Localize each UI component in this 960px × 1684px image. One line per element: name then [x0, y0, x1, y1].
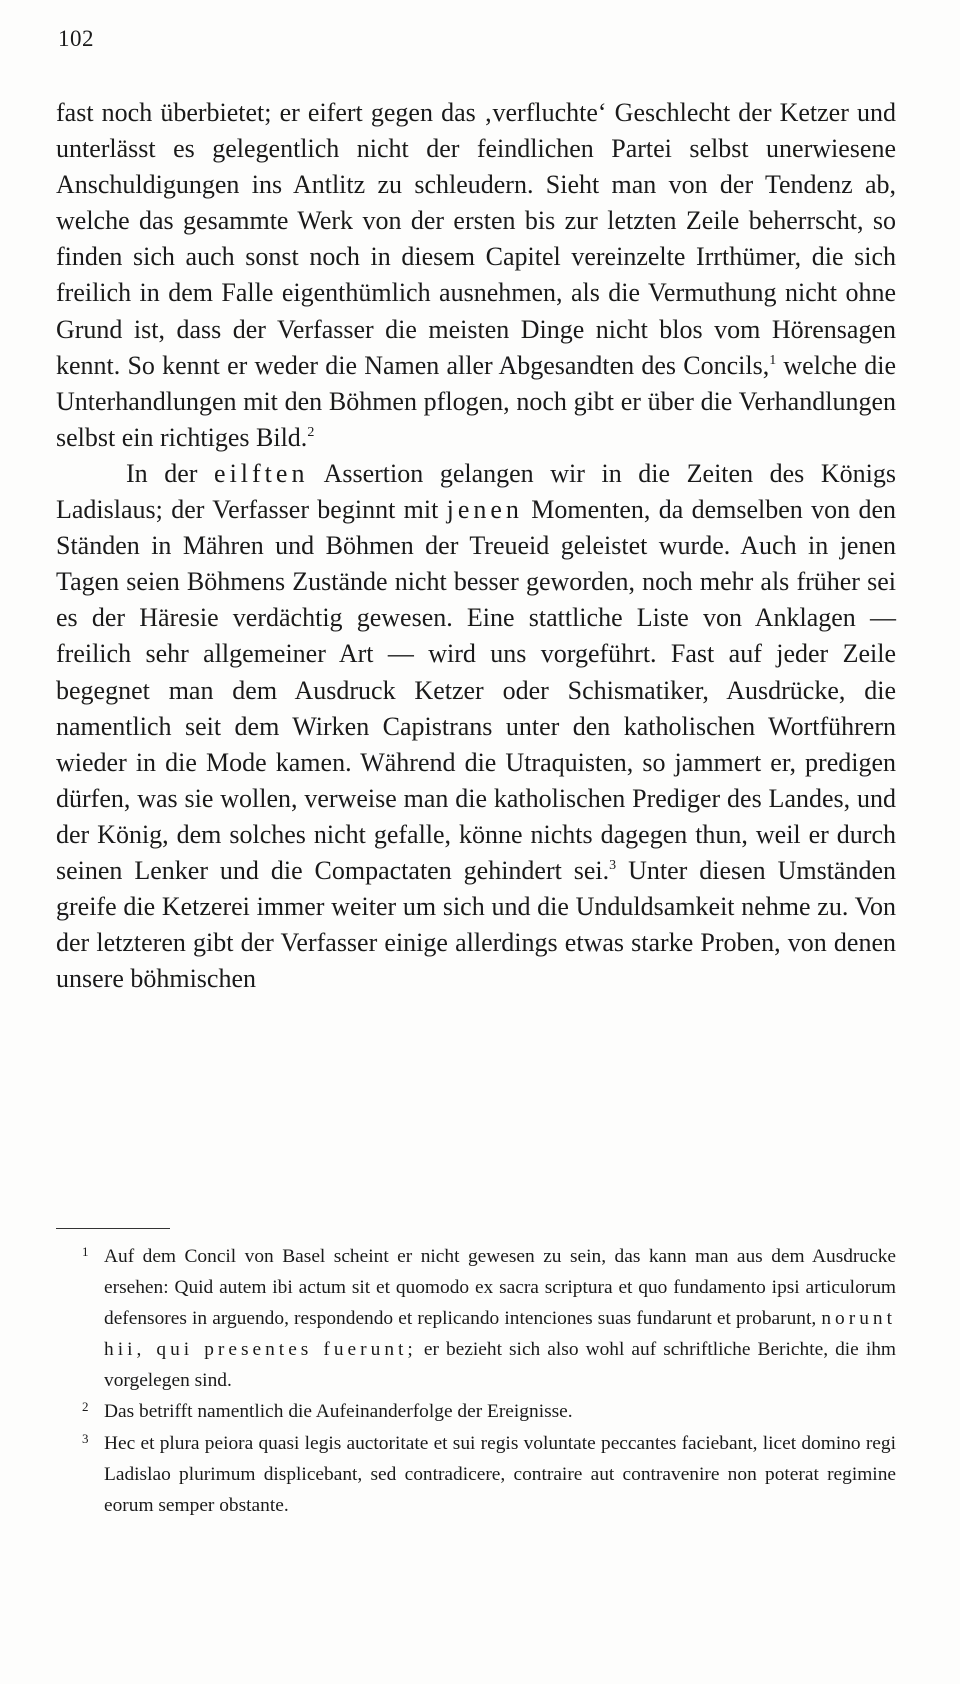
- footnote-text: Hec et plura peiora quasi legis auctoritate et sui regis voluntate peccantes faciebant, licet domino regi Ladislao plurimum displicebant, sed contradicere, contraire aut contravenire non poterat regimine eorum semper obstante.: [104, 1432, 896, 1516]
- footnote-text: Das betrifft namentlich die Aufeinanderfolge der Ereignisse.: [104, 1401, 573, 1423]
- footnote: [56, 1396, 896, 1427]
- paragraph: [56, 456, 896, 997]
- footnote-number: 3: [82, 1430, 89, 1446]
- emphasized-text: jenen: [446, 495, 523, 525]
- paragraph-text: Momenten, da demselben von den Ständen in Mähren und Böhmen der Treueid geleistet wurde. Auch in jenen Tagen seien Böhmens Zustände nicht besser geworden, noch mehr als früher sei es der Häresie verdächtig gewesen. Eine stattliche Liste von Anklagen — freilich sehr allgemeiner Art — wird uns vorgeführt. Fast auf jeder Zeile begegnet man dem Ausdruck Ketzer oder Schismatiker, Ausdrücke, die namentlich seit dem Wirken Capistrans unter den katholischen Wortführern wieder in die Mode kamen. Während die Utraquisten, so jammert er, predigen dürfen, was sie wollen, verweise man die katholischen Prediger des Landes, und der König, dem solches nicht gefalle, könne nichts dagegen thun, weil er durch seinen Lenker und die Compactaten gehindert sei.: [56, 495, 896, 885]
- paragraph-text: welche die Unterhandlungen mit den Böhmen pflogen, noch gibt er über die Verhandlungen selbst ein richtiges Bild.: [56, 350, 896, 452]
- emphasized-text: eilften: [214, 458, 309, 488]
- emphasized-text: norunt hii, qui presentes fuerunt;: [104, 1308, 896, 1361]
- paragraph-text: Assertion gelangen wir in die Zeiten des Königs Ladislaus; der Verfasser beginnt mit: [56, 458, 897, 525]
- footnote-text: er bezieht sich also wohl auf schriftliche Berichte, die ihm vorgelegen sind.: [104, 1339, 897, 1392]
- footnote-reference: 3: [609, 857, 617, 873]
- paragraph-text: In der: [126, 458, 215, 488]
- footnote-number: 1: [82, 1244, 89, 1259]
- body-text: [56, 95, 896, 997]
- footnote-reference: 2: [307, 424, 315, 440]
- paragraph-text: fast noch überbietet; er eifert gegen das ‚verfluchte‘ Geschlecht der Ketzer und unterlässt es gelegentlich nicht der feindlichen Partei selbst unerwiesene Anschuldigungen ins Antlitz zu schleudern. Sieht man von der Tendenz ab, welche das gesammte Werk von der ersten bis zur letzten Zeile beherrscht, so finden sich auch sonst noch in diesem Capitel vereinzelte Irrthümer, die sich freilich in dem Falle eigenthümlich ausnehmen, als die Vermuthung nicht ohne Grund ist, dass der Verfasser die meisten Dinge nicht blos vom Hörensagen kennt. So kennt er weder die Namen aller Abgesandten des Concils,: [56, 98, 896, 380]
- footnote-text: Auf dem Concil von Basel scheint er nicht gewesen zu sein, das kann man aus dem Ausdrucke ersehen: Quid autem ibi actum sit et quomodo ex sacra scriptura et quo fundamento ipsi articulorum defensores in arguendo, respondendo et replicando intenciones suas fundarunt et probarunt,: [104, 1246, 896, 1330]
- paragraph-text: Unter diesen Umständen greife die Ketzerei immer weiter um sich und die Unduldsamkeit nehme zu. Von der letzteren gibt der Verfasser einige allerdings etwas starke Proben, von denen unsere böhmischen: [56, 855, 897, 994]
- footnote-reference: 1: [769, 352, 777, 368]
- footnote-number: 2: [82, 1399, 89, 1415]
- page-number: 102: [58, 26, 94, 51]
- footnote-divider: [56, 1228, 170, 1229]
- footnote: [56, 1241, 896, 1396]
- footnote: [56, 1428, 896, 1521]
- paragraph: [56, 95, 896, 456]
- footnotes: [56, 1241, 896, 1521]
